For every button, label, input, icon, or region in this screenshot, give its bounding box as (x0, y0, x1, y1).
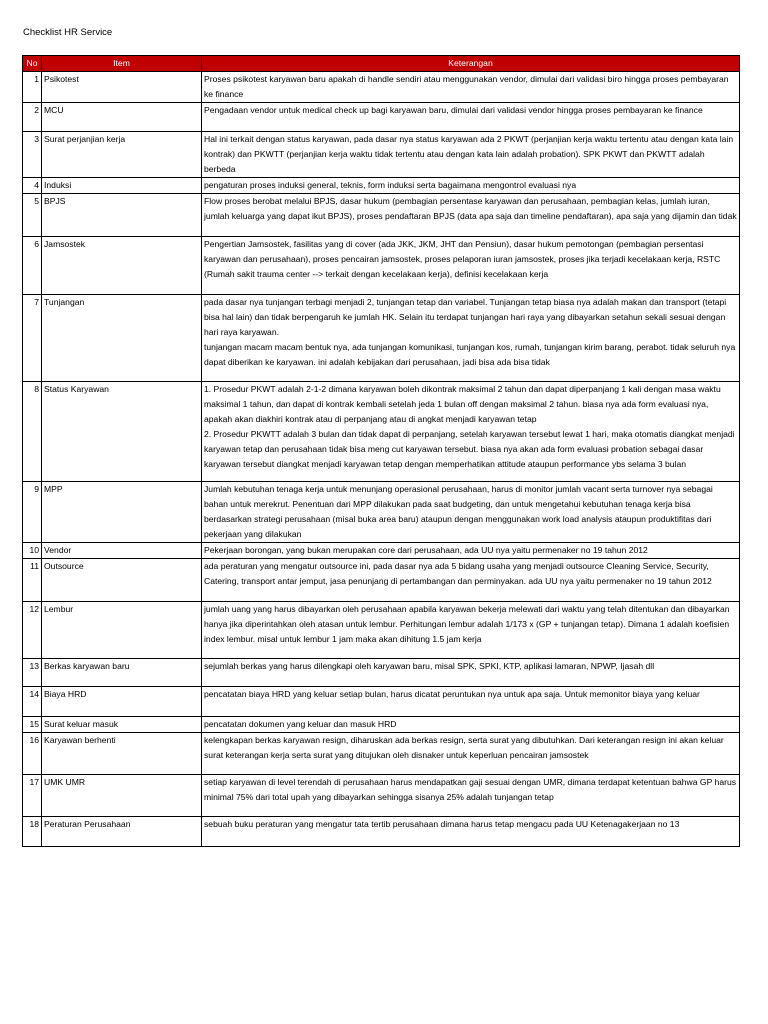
row-number: 6 (23, 237, 42, 295)
row-item: UMK UMR (42, 775, 202, 817)
table-row (23, 817, 740, 847)
table-row (23, 72, 740, 103)
row-item: Psikotest (42, 72, 202, 103)
table-row (23, 717, 740, 733)
row-number: 10 (23, 543, 42, 559)
row-item: Jamsostek (42, 237, 202, 295)
row-keterangan: sebuah buku peraturan yang mengatur tata tertib perusahaan dimana harus tetap mengacu pada UU Ketenagakerjaan no 13 (202, 817, 740, 847)
row-number: 8 (23, 382, 42, 482)
row-number: 9 (23, 482, 42, 543)
row-item: MCU (42, 103, 202, 132)
row-item: Surat keluar masuk (42, 717, 202, 733)
row-number: 3 (23, 132, 42, 178)
header-item: Item (42, 56, 202, 72)
row-keterangan: ada peraturan yang mengatur outsource ini, pada dasar nya ada 5 bidang usaha yang menjadi outsource Cleaning Service, Security, Catering, transport antar jemput, jasa penunjang di pertambangan dan perminyakan. ada UU nya yaitu permenaker no 19 tahun 2012 (202, 559, 740, 602)
row-item: BPJS (42, 194, 202, 237)
row-keterangan: sejumlah berkas yang harus dilengkapi oleh karyawan baru, misal SPK, SPKI, KTP, aplikasi lamaran, NPWP, Ijasah dll (202, 659, 740, 687)
row-item: Status Karyawan (42, 382, 202, 482)
table-row (23, 543, 740, 559)
header-no: No (23, 56, 42, 72)
table-row (23, 178, 740, 194)
table-row (23, 194, 740, 237)
row-keterangan: Proses psikotest karyawan baru apakah di handle sendiri atau menggunakan vendor, dimulai dari validasi biro hingga proses pembayaran ke finance (202, 72, 740, 103)
table-row (23, 733, 740, 775)
header-keterangan: Keterangan (202, 56, 740, 72)
table-row (23, 602, 740, 659)
row-keterangan: Jumlah kebutuhan tenaga kerja untuk menunjang operasional perusahaan, harus di monitor jumlah vacant serta turnover nya sebagai bahan untuk merekrut. Penentuan dari MPP dilakukan pada saat budgeting, dan untuk mengetahui kebutuhan tenaga kerja bisa berdasarkan strategi perusahaan (misal buka area baru) ataupun dengan menggunakan work load analysis ataupun produktifitas dari pekerjaan yang dilakukan (202, 482, 740, 543)
row-keterangan: jumlah uang yang harus dibayarkan oleh perusahaan apabila karyawan bekerja melewati dari waktu yang telah ditentukan dan dibayarkan hanya jika diperintahkan oleh atasan untuk lembur. Perhitungan lembur adalah 1/173 x (GP + tunjangan tetap). Dimana 1 adalah koefisien index lembur. misal untuk lembur 1 jam maka akan dihitung 1.5 jam kerja (202, 602, 740, 659)
row-item: Tunjangan (42, 295, 202, 382)
table-row (23, 237, 740, 295)
checklist-table (22, 55, 740, 847)
table-row (23, 382, 740, 482)
row-keterangan: 1. Prosedur PKWT adalah 2-1-2 dimana karyawan boleh dikontrak maksimal 2 tahun dan dapat diperpanjang 1 kali dengan masa waktu maksimal 1 tahun, dan dapat di kontrak kembali setelah jeda 1 bulan off dengan maksimal 2 tahun. biasa nya ada form evaluasi nya, apakah akan diakhiri kontrak atau di perpanjang atau di angkat menjadi karyawan tetap 2. Prosedur PKWTT adalah 3 bulan dan tidak dapat di perpanjang, setelah karyawan tersebut lewat 1 hari, maka otomatis diangkat menjadi karyawan tetap dan perusahaan tidak bisa meng cut karyawan tersebut. biasa nya akan ada form evaluasi probation sebagai dasar karyawan tersebut diangkat menjadi karyawan tetap dengan memperhatikan attitude ataupun performance ybs selama 3 bulan (202, 382, 740, 482)
row-keterangan: Pekerjaan borongan, yang bukan merupakan core dari perusahaan, ada UU nya yaitu permenaker no 19 tahun 2012 (202, 543, 740, 559)
row-number: 5 (23, 194, 42, 237)
row-number: 13 (23, 659, 42, 687)
table-row (23, 482, 740, 543)
row-item: MPP (42, 482, 202, 543)
row-number: 2 (23, 103, 42, 132)
row-keterangan: Flow proses berobat melalui BPJS, dasar hukum (pembagian persentase karyawan dan perusahaan, pembagian kelas, jumlah iuran, jumlah keluarga yang dapat ikut BPJS), proses pendaftaran BPJS (data apa saja dan timeline pendaftaran), apa saja yang dijamin dan tidak (202, 194, 740, 237)
row-keterangan: pencatatan dokumen yang keluar dan masuk HRD (202, 717, 740, 733)
row-number: 16 (23, 733, 42, 775)
row-item: Lembur (42, 602, 202, 659)
row-keterangan: pada dasar nya tunjangan terbagi menjadi 2, tunjangan tetap dan variabel. Tunjangan tetap biasa nya adalah makan dan transport (tetapi bisa hal lain) dan tidak berpengaruh ke jumlah HK. Selain itu terdapat tunjangan hari raya yang dibayarkan setahun sekali sesuai dengan hari raya karyawan. tunjangan macam macam bentuk nya, ada tunjangan komunikasi, tunjangan kos, rumah, tunjangan kirim barang, perabot. tidak seluruh nya dapat diberikan ke karyawan. ini adalah kebijakan dari perusahaan, jadi bisa ada bisa tidak (202, 295, 740, 382)
row-keterangan: pencatatan biaya HRD yang keluar setiap bulan, harus dicatat peruntukan nya untuk apa saja. Untuk memonitor biaya yang keluar (202, 687, 740, 717)
row-keterangan: kelengkapan berkas karyawan resign, diharuskan ada berkas resign, serta surat yang dibutuhkan. Dari keterangan resign ini akan keluar surat keterangan kerja serta surat yang ditujukan oleh disnaker untuk keperluan pencairan jamsostek (202, 733, 740, 775)
row-number: 11 (23, 559, 42, 602)
row-number: 4 (23, 178, 42, 194)
row-number: 12 (23, 602, 42, 659)
table-row (23, 132, 740, 178)
table-row (23, 659, 740, 687)
row-item: Induksi (42, 178, 202, 194)
row-number: 15 (23, 717, 42, 733)
row-item: Peraturan Perusahaan (42, 817, 202, 847)
row-item: Karyawan berhenti (42, 733, 202, 775)
row-keterangan: setiap karyawan di level terendah di perusahaan harus mendapatkan gaji sesuai dengan UMR, dimana terdapat ketentuan bahwa GP harus minimal 75% dari total upah yang dibayarkan sehingga sisanya 25% adalah tunjangan tetap (202, 775, 740, 817)
row-item: Vendor (42, 543, 202, 559)
row-item: Surat perjanjian kerja (42, 132, 202, 178)
row-item: Biaya HRD (42, 687, 202, 717)
row-keterangan: Hal ini terkait dengan status karyawan, pada dasar nya status karyawan ada 2 PKWT (perjanjian kerja waktu tertentu atau dengan kata lain kontrak) dan PKWTT (perjanjian kerja waktu tidak tertentu atau dengan kata lain adalah probation). SPK PKWT dan PKWTT adalah berbeda (202, 132, 740, 178)
row-item: Berkas karyawan baru (42, 659, 202, 687)
row-number: 17 (23, 775, 42, 817)
table-row (23, 295, 740, 382)
table-row (23, 775, 740, 817)
row-number: 18 (23, 817, 42, 847)
table-row (23, 687, 740, 717)
row-keterangan: Pengadaan vendor untuk medical check up bagi karyawan baru, dimulai dari validasi vendor hingga proses pembayaran ke finance (202, 103, 740, 132)
row-number: 1 (23, 72, 42, 103)
row-number: 7 (23, 295, 42, 382)
row-item: Outsource (42, 559, 202, 602)
row-keterangan: pengaturan proses induksi general, teknis, form induksi serta bagaimana mengontrol evaluasi nya (202, 178, 740, 194)
table-row (23, 559, 740, 602)
document-title: Checklist HR Service (23, 27, 113, 38)
header-row (23, 56, 740, 72)
table-row (23, 103, 740, 132)
row-number: 14 (23, 687, 42, 717)
row-keterangan: Pengertian Jamsostek, fasilitas yang di cover (ada JKK, JKM, JHT dan Pensiun), dasar hukum pemotongan (pembagian persentasi karyawan dan perusahaan), proses pencairan jamsostek, proses pelaporan iuran jamsostek, proses jika terjadi kecelakaan kerja, RSTC (Rumah sakit trauma center --> terkait dengan kecelakaan kerja), definisi kecelakaan kerja (202, 237, 740, 295)
